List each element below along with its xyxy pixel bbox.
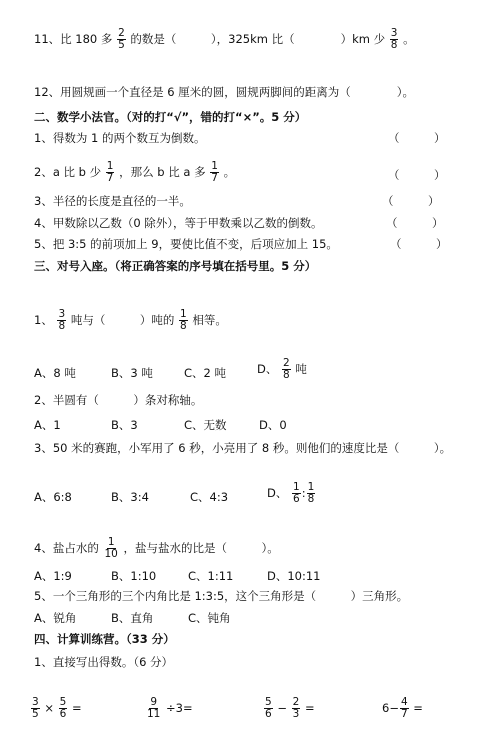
fraction: $\frac{1}{7}$ [211,160,218,184]
calc-expr-4 [382,697,423,720]
calc-expr-1 [30,697,82,720]
option-d-unit: 吨 [295,362,307,376]
question-12: 12、用圆规画一个直径是 6 厘米的圆，圆规两脚间的距离为（ ）。 [34,85,415,99]
fraction: $\frac{1}{7}$ [106,160,114,184]
question-11 [34,28,415,51]
section-4-heading: 四、计算训练营。（33 分） [34,632,175,646]
judge-2 [34,161,235,184]
section-2-heading: 二、数学小法官。（对的打“√”，错的打“×”。5 分） [34,110,307,124]
c1-option-a: A、8 吨 [34,366,76,380]
c3-option-c: C、4:3 [190,490,229,504]
c1-option-c: C、2 吨 [184,366,227,380]
judge-3-paren: （ ） [382,194,440,208]
c1-text-c: 相等。 [192,313,227,327]
c2-option-c: C、无数 [184,418,227,432]
c4-text-b: ，盐与盐水的比是（ ）。 [123,541,279,555]
fraction: $\frac{2}{3}$ [292,696,300,720]
c1-option-d [257,358,307,381]
c5-option-b: B、直角 [111,611,154,625]
c2-option-d: D、0 [259,418,287,432]
judge-4-paren: （ ） [386,216,444,230]
operand: 6− [382,701,399,715]
choice-1 [34,309,227,332]
judge-2-paren: （ ） [388,168,446,182]
choice-3: 3、50 米的赛跑，小军用了 6 秒，小亮用了 8 秒。则他们的速度比是（ ）。 [34,441,452,455]
fraction: $\frac{5}{6}$ [59,696,67,720]
c5-option-c: C、钝角 [188,611,231,625]
equals: = [304,701,315,715]
ratio-separator: : [301,486,306,500]
judge-4: 4、甲数除以乙数（0 除外），等于甲数乘以乙数的倒数。 [34,216,323,230]
c1-option-b: B、3 吨 [111,366,153,380]
operator: − [277,701,287,715]
j2-text-b: ，那么 b 比 a 多 [119,165,206,179]
judge-1: 1、得数为 1 的两个数互为倒数。 [34,131,206,145]
fraction: $\frac{1}{8}$ [307,481,315,505]
fraction: $\frac{4}{7}$ [400,696,408,720]
c4-option-c: C、1:11 [188,569,234,583]
fraction: $\frac{3}{5}$ [32,696,39,720]
fraction: $\frac{1}{10}$ [104,536,118,560]
q11-text-a: 11、比 180 多 [34,32,113,46]
c1-text-a: 1、 [34,313,53,327]
choice-4 [34,537,279,560]
judge-5-paren: （ ） [390,237,448,251]
q11-text-b: 的数是（ ），325km 比（ ）km 少 [130,32,386,46]
section-3-heading: 三、对号入座。（将正确答案的序号填在括号里。5 分） [34,259,317,273]
choice-5: 5、一个三角形的三个内角比是 1:3:5，这个三角形是（ ）三角形。 [34,589,409,603]
fraction: $\frac{3}{8}$ [390,27,398,51]
c3-option-b: B、3:4 [111,490,149,504]
fraction: $\frac{5}{6}$ [265,696,272,720]
calc-expr-2 [145,697,193,720]
judge-1-paren: （ ） [388,131,446,145]
fraction: $\frac{1}{8}$ [179,308,187,332]
fraction: $\frac{9}{11}$ [147,696,161,720]
option-d-label: D、 [267,486,288,500]
fraction: $\frac{1}{6}$ [293,481,300,505]
calc-expr-3 [263,697,315,720]
c2-option-b: B、3 [111,418,138,432]
fraction: $\frac{2}{8}$ [283,357,290,381]
c4-option-a: A、1:9 [34,569,72,583]
equals: = [413,701,423,715]
c3-option-d [267,482,316,505]
calc-1-heading: 1、直接写出得数。（6 分） [34,655,174,669]
equals: = [71,701,82,715]
c3-option-a: A、6:8 [34,490,72,504]
q11-text-c: 。 [403,32,415,46]
j2-text-c: 。 [223,165,236,179]
operator: × [44,701,54,715]
judge-3: 3、半径的长度是直径的一半。 [34,194,191,208]
operator: ÷3= [166,701,193,715]
option-d-label: D、 [257,362,278,376]
c1-text-b: 吨与（ ）吨的 [70,313,175,327]
j2-text-a: 2、a 比 b 少 [34,165,102,179]
fraction: $\frac{3}{8}$ [58,308,66,332]
c5-option-a: A、锐角 [34,611,77,625]
c4-option-d: D、10:11 [267,569,321,583]
choice-2: 2、半圆有（ ）条对称轴。 [34,393,203,407]
c4-text-a: 4、盐占水的 [34,541,99,555]
judge-5: 5、把 3:5 的前项加上 9，要使比值不变，后项应加上 15。 [34,237,338,251]
fraction: $\frac{2}{5}$ [118,27,125,51]
c2-option-a: A、1 [34,418,61,432]
c4-option-b: B、1:10 [111,569,157,583]
